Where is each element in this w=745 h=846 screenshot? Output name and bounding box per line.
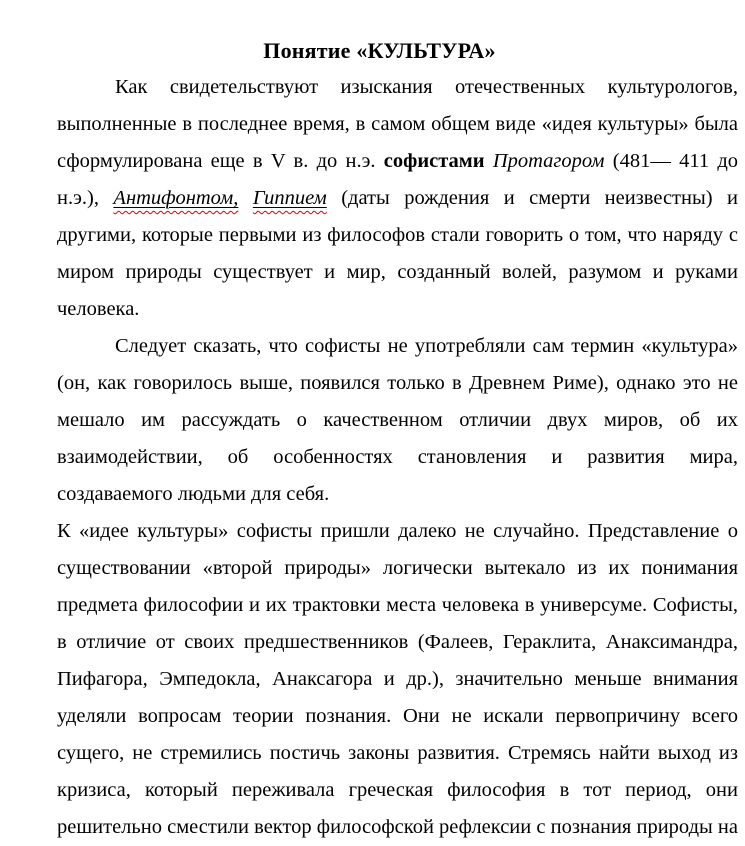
paragraph-1 (57, 69, 738, 328)
text-run: К «идее культуры» софисты пришли далеко не случайно. Представление о существовании «второй природы» логически вытекало из их понимания предмета философии и их трактовки места человека в универсуме. Софисты, в отличие от своих предшественников (Фалеев, Гераклита, Анаксимандра, Пифагора, Эмпедокла, Анаксагора и др.), значительно меньше внимания уделяли вопросам теории познания. Они не искали первопричину всего сущего, не стремились постичь законы развития. Стремясь найти выход из кризиса, который переживала греческая философия в тот период, они решительно сместили вектор философской рефлексии с познания природы на (57, 520, 738, 838)
text-run (238, 187, 252, 209)
text-run: (481— 411 до н.э.), (57, 150, 738, 209)
paragraph-2 (57, 328, 738, 513)
text-run: Как свидетельствуют изыскания отечественных культурологов, выполненные в последнее время, в самом общем виде «идея культуры» была сформулирована еще в V в. до н.э. (57, 76, 738, 172)
document-title: Понятие «КУЛЬТУРА» (263, 38, 496, 63)
text-run: Протагором (492, 150, 605, 172)
spellcheck-underline: Антифонтом, (113, 187, 239, 209)
text-run (485, 150, 493, 172)
document-body (57, 69, 738, 846)
text-run: (даты рождения и смерти неизвестны) и другими, которые первыми из философов стали говорить о том, что наряду с миром природы существует и мир, созданный волей, разумом и руками человека. (57, 187, 738, 320)
text-run: софистами (383, 150, 485, 172)
paragraph-3 (57, 513, 738, 846)
misspelled-word (113, 187, 238, 209)
misspelled-word (253, 187, 327, 209)
text-run: Следует сказать, что софисты не употребляли сам термин «культура» (он, как говорилось выше, появился только в Древнем Риме), однако это не мешало им рассуждать о качественном отличии двух миров, об их взаимодействии, об особенностях становления и развития мира, создаваемого людьми для себя. (57, 335, 738, 505)
spellcheck-underline: Гиппием (252, 187, 327, 209)
